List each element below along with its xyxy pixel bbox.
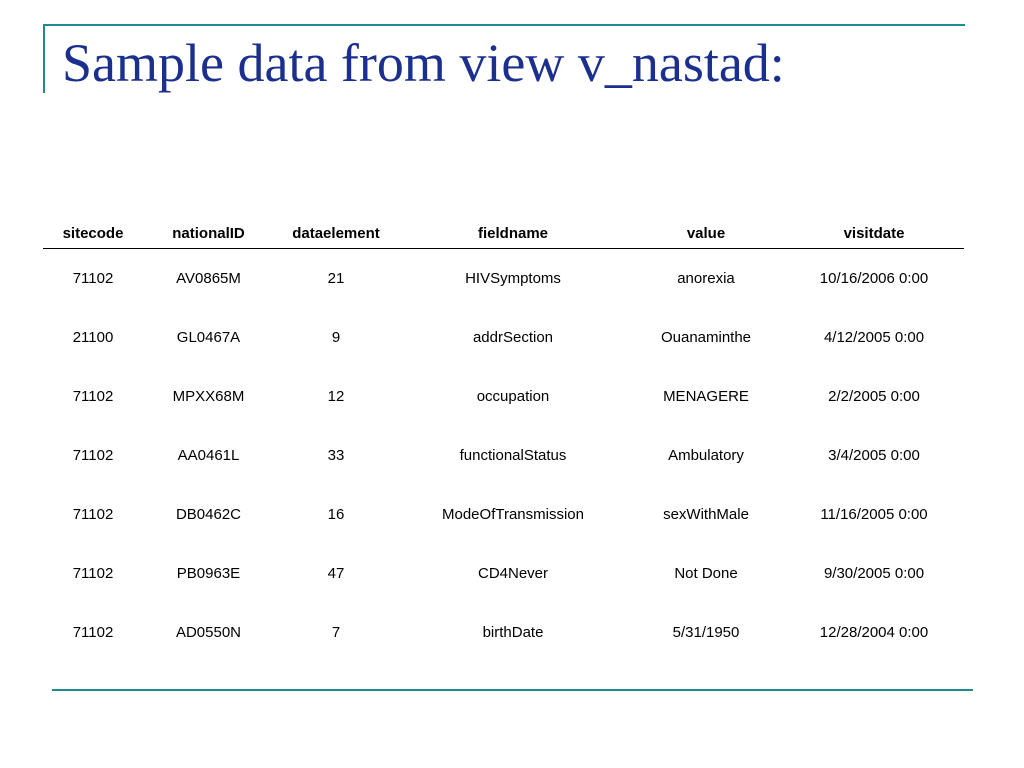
cell-nationalid: GL0467A [176,329,241,346]
cell-sitecode: 21100 [72,329,114,346]
cell-dataelement: 7 [331,624,341,641]
header-sitecode: sitecode [43,219,143,249]
cell-fieldname: birthDate [482,624,544,641]
header-visitdate: visitdate [784,219,964,249]
cell-sitecode: 71102 [72,270,114,287]
table-row [43,485,964,544]
cell-visitdate: 2/2/2005 0:00 [828,388,920,405]
table-row [43,544,964,603]
cell-visitdate: 3/4/2005 0:00 [828,447,920,464]
cell-value: Ouanaminthe [660,329,752,346]
cell-nationalid: AD0550N [175,624,242,641]
cell-sitecode: 71102 [72,388,114,405]
header-fieldname: fieldname [398,219,628,249]
table-row [43,426,964,485]
cell-visitdate: 9/30/2005 0:00 [823,565,925,582]
cell-value: anorexia [677,270,735,287]
cell-visitdate: 12/28/2004 0:00 [819,624,929,641]
slide-title: Sample data from view v_nastad: [62,33,785,93]
header-nationalid: nationalID [143,219,274,249]
cell-sitecode: 71102 [72,624,114,641]
table-row [43,308,964,367]
bottom-rule [52,689,973,691]
cell-value: Ambulatory [668,447,744,464]
cell-dataelement: 47 [327,565,345,582]
cell-fieldname: occupation [476,388,550,405]
cell-value: 5/31/1950 [672,624,740,641]
cell-dataelement: 33 [327,447,345,464]
header-dataelement: dataelement [274,219,398,249]
cell-dataelement: 9 [331,329,341,346]
cell-visitdate: 4/12/2005 0:00 [823,329,925,346]
cell-fieldname: ModeOfTransmission [442,506,584,523]
cell-value: sexWithMale [663,506,749,523]
cell-visitdate: 10/16/2006 0:00 [819,270,929,287]
cell-sitecode: 71102 [72,447,114,464]
cell-fieldname: CD4Never [477,565,549,582]
table-header-row [43,219,964,249]
cell-value: Not Done [674,565,738,582]
cell-fieldname: HIVSymptoms [465,270,561,287]
cell-dataelement: 12 [327,388,345,405]
title-top-rule [43,24,965,26]
cell-nationalid: AA0461L [177,447,240,464]
cell-nationalid: DB0462C [175,506,242,523]
table-row [43,249,964,309]
cell-fieldname: addrSection [472,329,554,346]
cell-dataelement: 16 [327,506,345,523]
cell-fieldname: functionalStatus [459,447,567,464]
title-left-rule [43,24,45,93]
table-row [43,367,964,426]
cell-dataelement: 21 [327,270,345,287]
cell-nationalid: MPXX68M [172,388,245,405]
cell-nationalid: PB0963E [176,565,241,582]
header-value: value [628,219,784,249]
table-row [43,603,964,662]
data-table [43,219,964,662]
cell-visitdate: 11/16/2005 0:00 [820,506,928,523]
cell-value: MENAGERE [663,388,749,405]
cell-sitecode: 71102 [72,565,114,582]
cell-nationalid: AV0865M [176,270,241,287]
cell-sitecode: 71102 [72,506,114,523]
